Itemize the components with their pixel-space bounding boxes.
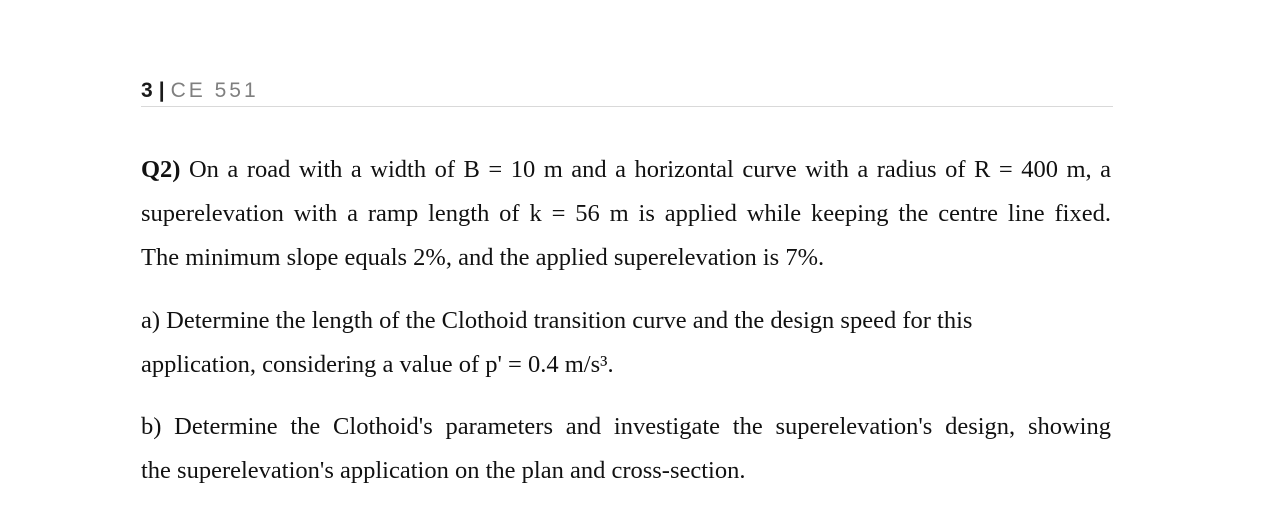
question-label: Q2)	[141, 156, 181, 183]
part-b-paragraph	[141, 405, 1111, 493]
part-a-line-2: application, considering a value of p' = 0.4 m/s³.	[141, 351, 614, 378]
question-paragraph	[141, 148, 1111, 280]
part-a-paragraph	[141, 299, 1111, 387]
page-number: 3	[141, 79, 153, 102]
part-a-line-1: a) Determine the length of the Clothoid transition curve and the design speed for this	[141, 307, 973, 334]
page-header	[141, 76, 1113, 107]
course-code: CE 551	[170, 79, 259, 102]
question-line-2: superelevation with a ramp length of k = 56 m is applied while keeping the centre line fixed.	[141, 200, 1111, 227]
question-line-1	[141, 148, 1111, 192]
part-b-line-2: the superelevation's application on the plan and cross-section.	[141, 457, 746, 484]
question-line-3: The minimum slope equals 2%, and the applied superelevation is 7%.	[141, 244, 825, 271]
header-separator: |	[158, 79, 165, 102]
question-line-1-text: On a road with a width of B = 10 m and a horizontal curve with a radius of R = 400 m, a	[188, 156, 1112, 183]
part-b-line-1: b) Determine the Clothoid's parameters and investigate the superelevation's design, showing	[141, 413, 1111, 440]
